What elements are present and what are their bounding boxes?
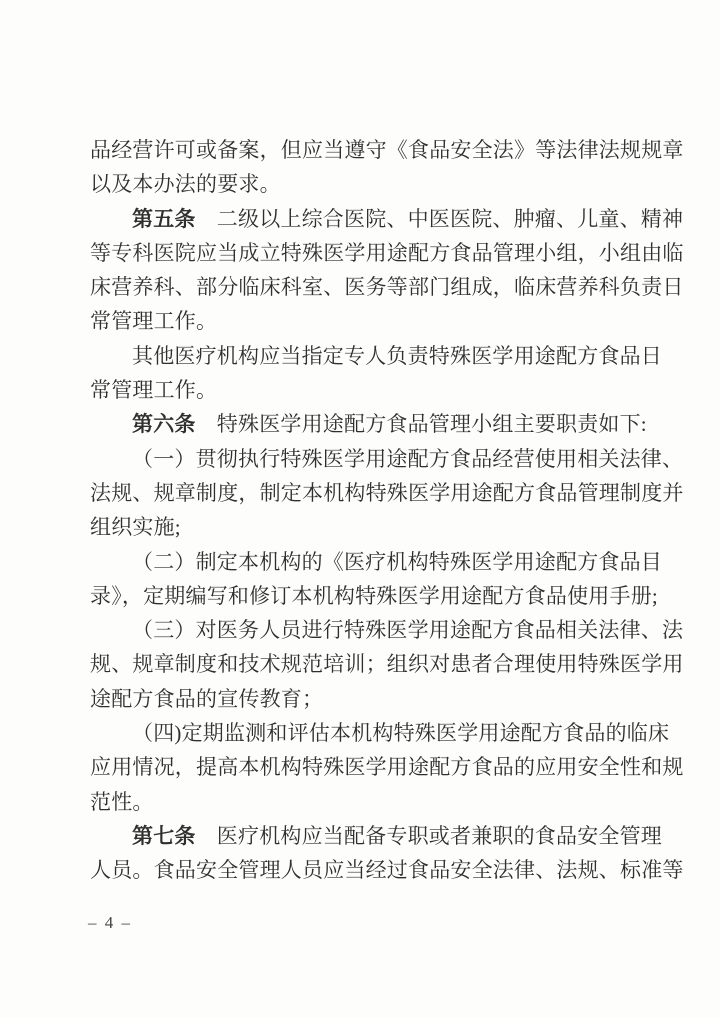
text-line: [90, 750, 692, 784]
text-line: [90, 442, 692, 476]
page-number: – 4 –: [88, 913, 132, 932]
text-line: [90, 819, 692, 853]
text-segment: 常管理工作。: [90, 378, 218, 403]
text-segment: 途配方食品的宣传教育；: [90, 686, 324, 711]
document-text-block: [90, 133, 692, 888]
text-line: [90, 682, 692, 716]
text-line: [90, 339, 692, 373]
text-segment: 常管理工作。: [90, 309, 218, 334]
text-segment: 特殊医学用途配方食品管理小组主要职责如下:: [195, 412, 647, 437]
text-line: [90, 647, 692, 681]
text-line: [90, 853, 692, 887]
text-segment: （四)定期监测和评估本机构特殊医学用途配方食品的临床: [132, 721, 670, 746]
text-segment: 法规、规章制度，制定本机构特殊医学用途配方食品管理制度并: [90, 480, 684, 505]
text-segment: （三）对医务人员进行特殊医学用途配方食品相关法律、法: [132, 618, 684, 643]
text-segment: 床营养科、部分临床科室、医务等部门组成，临床营养科负责日: [90, 275, 684, 300]
text-line: [90, 785, 692, 819]
text-line: [90, 236, 692, 270]
text-segment: 录》，定期编写和修订本机构特殊医学用途配方食品使用手册;: [90, 583, 658, 608]
text-line: [90, 716, 692, 750]
text-segment: 品经营许可或备案，但应当遵守《食品安全法》等法律法规规章: [90, 138, 684, 162]
text-line: [90, 133, 692, 167]
text-line: [90, 613, 692, 647]
text-line: [90, 167, 692, 201]
text-segment: （一）贯彻执行特殊医学用途配方食品经营使用相关法律、: [132, 446, 684, 471]
text-line: [90, 476, 692, 510]
text-segment: 等专科医院应当成立特殊医学用途配方食品管理小组，小组由临: [90, 240, 684, 265]
text-segment: 规、规章制度和技术规范培训；组织对患者合理使用特殊医学用: [90, 652, 684, 677]
text-line: [90, 373, 692, 407]
text-segment: 其他医疗机构应当指定专人负责特殊医学用途配方食品日: [132, 343, 662, 368]
text-segment: 应用情况，提高本机构特殊医学用途配方食品的应用安全性和规: [90, 755, 684, 780]
text-line: [90, 304, 692, 338]
text-segment: 范性。: [90, 789, 154, 814]
text-line: [90, 270, 692, 304]
text-segment: 二级以上综合医院、中医医院、肿瘤、儿童、精神: [195, 206, 684, 231]
article-number-label: 第五条: [132, 207, 196, 231]
text-line: [90, 579, 692, 613]
text-line: [90, 202, 692, 236]
text-segment: 以及本办法的要求。: [90, 172, 281, 197]
text-line: [90, 407, 692, 441]
text-segment: 人员。食品安全管理人员应当经过食品安全法律、法规、标准等: [90, 858, 684, 883]
text-segment: （二）制定本机构的《医疗机构特殊医学用途配方食品目: [132, 549, 662, 574]
article-number-label: 第七条: [132, 824, 196, 848]
text-line: [90, 545, 692, 579]
text-segment: 医疗机构应当配备专职或者兼职的食品安全管理: [195, 823, 663, 848]
article-number-label: 第六条: [132, 413, 196, 437]
text-line: [90, 510, 692, 544]
text-segment: 组织实施;: [90, 515, 181, 540]
